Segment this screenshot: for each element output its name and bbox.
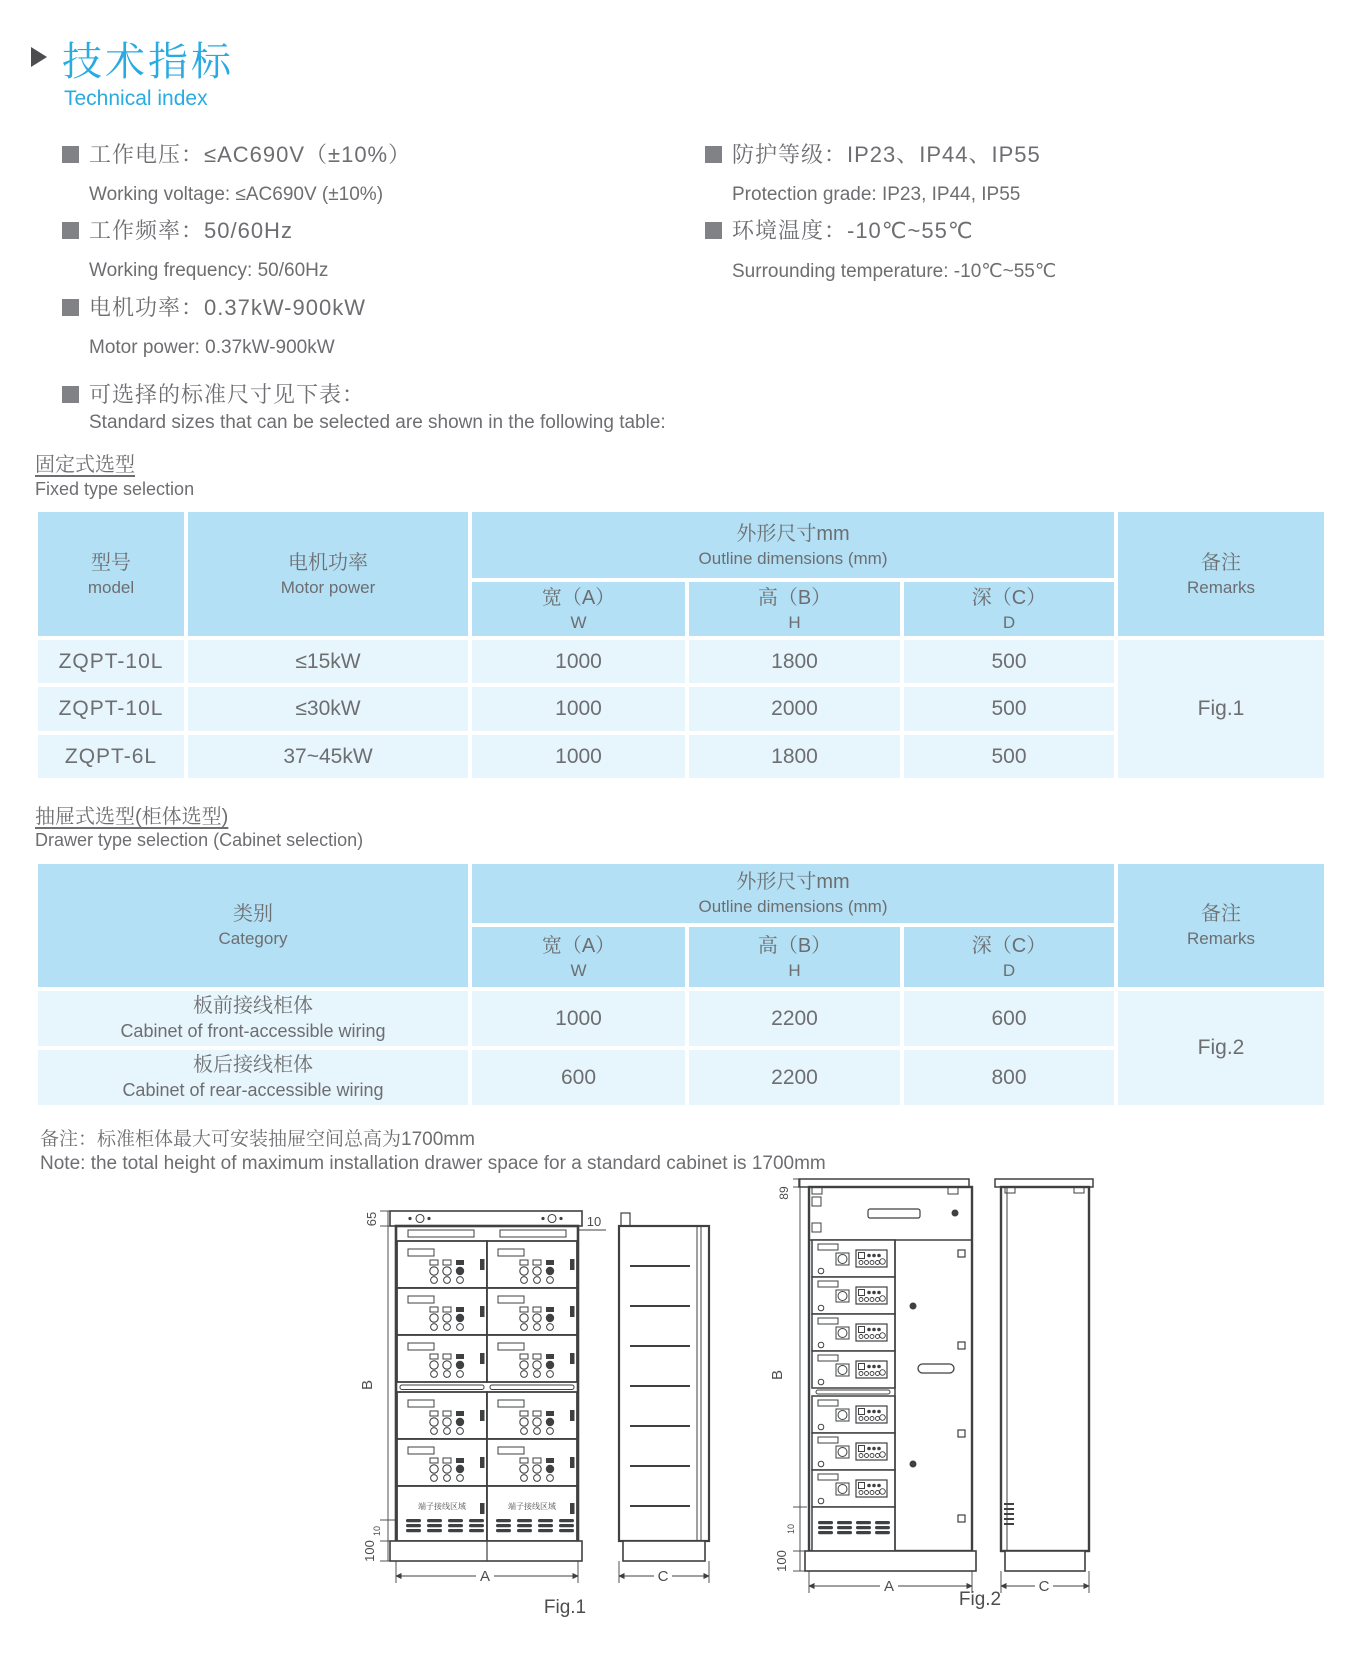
fixed-type-table [34,508,1328,782]
fig2-caption: Fig.2 [958,1589,1002,1610]
fig2-dim-base: 100 [774,1550,789,1572]
header-zh: 深（C） [971,934,1047,957]
drawer-type-table [34,860,1328,1109]
header-zh: 电机功率 [288,551,368,574]
header-en: Outline dimensions (mm) [698,548,888,568]
bullet-square-icon [62,222,79,239]
header-zh: 型号 [91,551,131,574]
category-zh: 板后接线柜体 [193,1054,313,1077]
cell-height: 1800 [687,733,902,780]
col-header-height [687,925,902,989]
section-arrow-icon [31,47,47,67]
col-header-model [36,510,186,638]
fig2-drawing [700,1085,1130,1645]
col-header-width [470,580,687,638]
spec-text: 防护等级：IP23、IP44、IP55 [732,142,1041,167]
cell-model: ZQPT-6L [36,733,186,780]
fig1-dim-height: B [359,1379,376,1391]
header-zh: 深（C） [971,586,1047,609]
fig1-dim-width: A [479,1568,491,1585]
header-zh: 类别 [233,903,273,926]
fig1-caption: Fig.1 [543,1597,587,1618]
header-en: W [570,960,587,980]
col-header-width [470,925,687,989]
col-header-outline-dimensions [470,862,1116,925]
header-en: H [788,612,801,632]
header-zh: 备注 [1201,903,1242,926]
spec-text: 电机功率：0.37kW-900kW [89,295,366,320]
fig2-dim-top: 89 [777,1186,791,1200]
spec-motor-power-en: Motor power: 0.37kW-900kW [89,337,335,358]
col-header-depth [902,925,1116,989]
cell-height: 2000 [687,685,902,733]
note-en: Note: the total height of maximum installation drawer space for a standard cabinet is 1700mm [40,1153,826,1174]
header-en: Outline dimensions (mm) [698,897,888,917]
cell-width: 1000 [470,638,687,685]
fig1-drawing [330,1135,730,1635]
header-zh: 备注 [1201,551,1242,574]
cell-height: 1800 [687,638,902,685]
col-header-outline-dimensions [470,510,1116,580]
bullet-square-icon [705,222,722,239]
header-zh: 高（B） [757,934,832,957]
fig2-dim-inset: 10 [786,1523,796,1535]
spec-working-frequency-en: Working frequency: 50/60Hz [89,260,329,281]
spec-motor-power-zh [62,291,366,322]
cell-model: ZQPT-10L [36,685,186,733]
cell-depth: 600 [902,989,1116,1048]
col-header-height [687,580,902,638]
cell-width: 1000 [470,989,687,1048]
header-en: D [1002,960,1016,980]
header-en: Remarks [1187,577,1256,597]
spec-temperature-zh [705,214,974,245]
fig2-dim-width: A [883,1578,895,1595]
header-en: Motor power [280,577,376,597]
bullet-square-icon [62,146,79,163]
cell-category [36,1048,470,1107]
terminal-area-label: 端子接线区域 [508,1502,556,1511]
fixed-section-label-en: Fixed type selection [35,479,195,499]
spec-text: 可选择的标准尺寸见下表： [89,382,366,407]
spec-protection-grade-zh [705,138,1041,169]
header-zh: 宽（A） [541,586,616,609]
cell-height: 2200 [687,1048,902,1107]
category-en: Cabinet of front-accessible wiring [120,1021,386,1042]
spec-text: 工作频率：50/60Hz [89,218,293,243]
cell-model: ZQPT-10L [36,638,186,685]
spec-text: 工作电压：≤AC690V（±10%） [89,142,412,167]
header-zh: 外形尺寸mm [736,871,850,894]
header-en: Remarks [1187,929,1256,949]
cell-depth: 500 [902,638,1116,685]
cell-width: 600 [470,1048,687,1107]
table-row [36,638,1326,685]
category-zh: 板前接线柜体 [193,995,313,1018]
cell-remark-fig1: Fig.1 [1116,638,1326,780]
cell-remark-fig2: Fig.2 [1116,989,1326,1107]
bullet-square-icon [705,146,722,163]
spec-text: 环境温度：-10℃~55℃ [732,218,974,243]
col-header-motor-power [186,510,470,638]
fig1-dim-top-right: 10 [586,1214,602,1229]
header-en: Category [218,929,288,949]
col-header-remarks [1116,510,1326,638]
fig1-dim-top: 65 [364,1211,379,1227]
cell-category [36,989,470,1048]
fixed-section-label-zh: 固定式选型 [35,454,135,476]
cell-depth: 500 [902,733,1116,780]
note-zh: 备注：标准柜体最大可安装抽屉空间总高为1700mm [40,1129,475,1150]
spec-working-voltage-en: Working voltage: ≤AC690V (±10%) [89,184,384,205]
page-title: 技术指标 [62,40,234,84]
table-row [36,989,1326,1048]
header-en: model [87,577,135,597]
table-intro-zh [62,378,365,409]
header-zh: 高（B） [757,586,832,609]
spec-temperature-en: Surrounding temperature: -10℃~55℃ [732,261,1057,282]
cell-width: 1000 [470,685,687,733]
page-subtitle: Technical index [64,87,208,110]
bullet-square-icon [62,299,79,316]
cell-power: 37~45kW [186,733,470,780]
table-intro-en: Standard sizes that can be selected are shown in the following table: [89,412,666,433]
fig2-dim-height: B [769,1369,786,1381]
cell-width: 1000 [470,733,687,780]
drawer-section-label-en: Drawer type selection (Cabinet selection) [35,830,364,850]
terminal-area-label: 端子接线区域 [418,1502,466,1511]
col-header-depth [902,580,1116,638]
header-en: H [788,960,801,980]
cell-depth: 500 [902,685,1116,733]
cell-height: 2200 [687,989,902,1048]
spec-working-frequency-zh [62,214,293,245]
bullet-square-icon [62,386,79,403]
drawer-section-label-zh: 抽屉式选型(柜体选型) [35,806,229,828]
fig2-dim-depth: C [1038,1578,1050,1595]
cell-power: ≤15kW [186,638,470,685]
col-header-remarks [1116,862,1326,989]
header-zh: 外形尺寸mm [736,522,850,545]
fig1-dim-base: 100 [362,1540,377,1562]
col-header-category [36,862,470,989]
category-en: Cabinet of rear-accessible wiring [122,1080,384,1101]
cell-power: ≤30kW [186,685,470,733]
fig1-dim-inset: 10 [372,1525,382,1537]
spec-working-voltage-zh [62,138,411,169]
fig1-dim-depth: C [657,1568,669,1585]
header-en: W [570,612,587,632]
header-en: D [1002,612,1016,632]
cell-depth: 800 [902,1048,1116,1107]
header-zh: 宽（A） [541,934,616,957]
spec-protection-grade-en: Protection grade: IP23, IP44, IP55 [732,184,1021,205]
